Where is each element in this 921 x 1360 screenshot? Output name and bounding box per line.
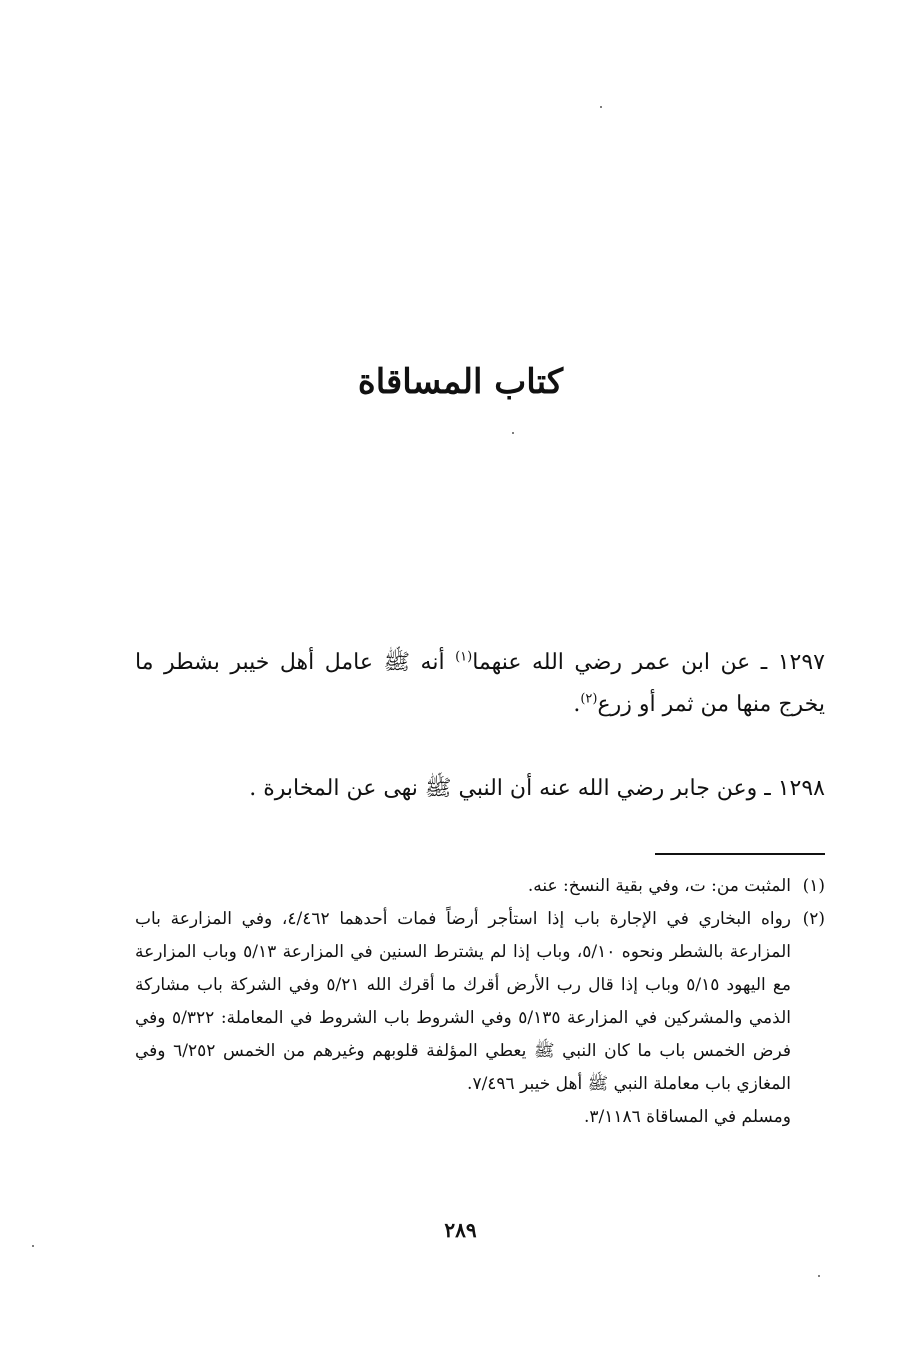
footnote-marker: (٢) xyxy=(802,909,825,929)
scan-speck xyxy=(600,106,602,108)
hadith-text: أنه ﷺ عامل أهل خيبر بشطر ما يخرج منها من ثمر أو زرع xyxy=(135,650,825,717)
hadith-1298: ١٢٩٨ ـ وعن جابر رضي الله عنه أن النبي ﷺ نهى عن المخابرة . xyxy=(249,776,825,801)
footnote-1 xyxy=(135,870,825,903)
footnote-2 xyxy=(135,903,825,1101)
scan-speck xyxy=(818,1275,820,1277)
footnote-2-continuation: ومسلم في المساقاة ٣/١١٨٦. xyxy=(583,1107,791,1127)
hadith-text: . xyxy=(573,692,581,717)
chapter-title: كتاب المساقاة xyxy=(357,362,564,402)
footnote-text: المثبت من: ت، وفي بقية النسخ: عنه. xyxy=(527,876,791,896)
hadith-text: ١٢٩٧ ـ عن ابن عمر رضي الله عنهما xyxy=(472,650,825,675)
footnote-divider xyxy=(655,853,825,855)
scan-speck xyxy=(512,432,514,434)
footnote-ref-1[interactable]: (١) xyxy=(455,649,473,665)
page-number: ٢٨٩ xyxy=(444,1218,477,1242)
scan-speck xyxy=(32,1245,34,1247)
footnote-marker: (١) xyxy=(802,876,825,896)
footnote-text: رواه البخاري في الإجارة باب إذا استأجر أرضاً فمات أحدهما ٤/٤٦٢، وفي المزارعة باب المزارعة بالشطر ونحوه ٥/١٠، وباب إذا لم يشترط السنين في المزارعة ٥/١٣ وباب المزارعة مع اليهود ٥/١٥ وباب إذا قال رب الأرض أقرك ما أقرك الله ٥/٢١ وفي الشركة باب مشاركة الذمي والمشركين في المزارعة ٥/١٣٥ وفي الشروط باب الشروط في المعاملة: ٥/٣٢٢ وفي فرض الخمس باب ما كان النبي ﷺ يعطي المؤلفة قلوبهم وغيرهم من الخمس ٦/٢٥٢ وفي المغازي باب معاملة النبي ﷺ أهل خيبر ٧/٤٩٦. xyxy=(135,909,792,1094)
footnote-ref-2[interactable]: (٢) xyxy=(580,691,598,707)
hadith-1297 xyxy=(135,642,825,726)
footnotes-section xyxy=(135,870,825,1134)
